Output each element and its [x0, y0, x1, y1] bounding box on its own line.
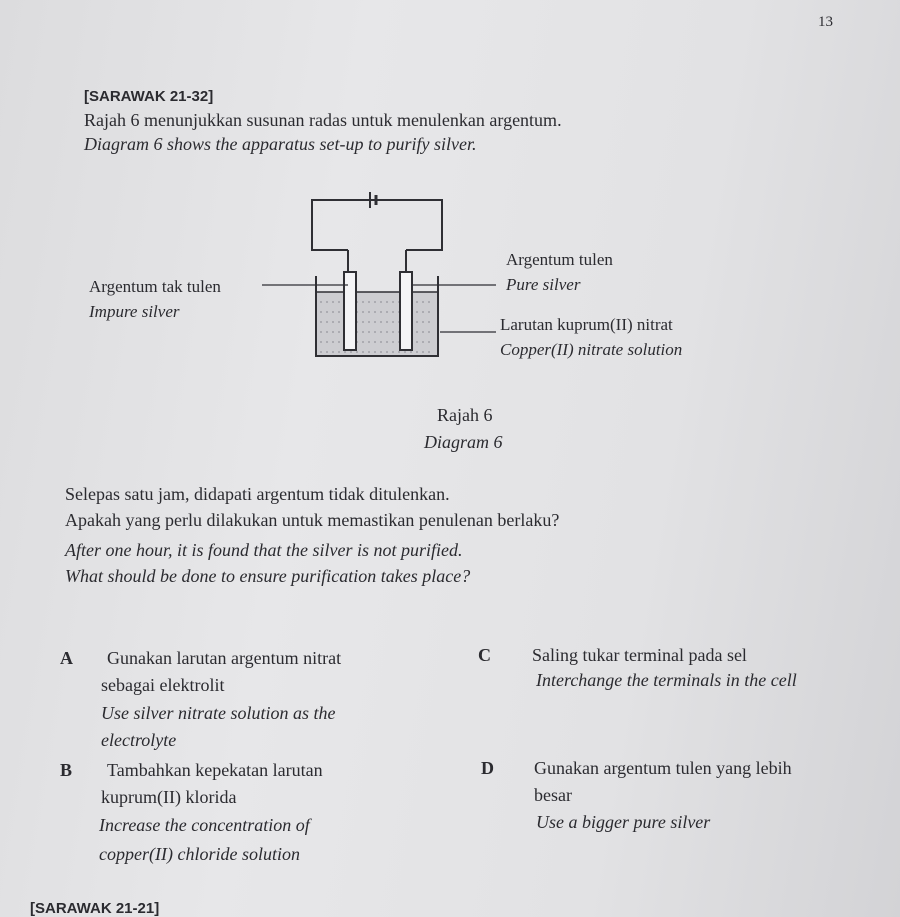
option-b-english-line2[interactable]: copper(II) chloride solution [99, 844, 300, 864]
question-malay-line2: Apakah yang perlu dilakukan untuk memastikan penulenan berlaku? [65, 510, 560, 530]
option-b-malay-line1[interactable]: Tambahkan kepekatan larutan [107, 760, 323, 780]
diagram-caption-ms: Rajah 6 [437, 405, 493, 425]
section-header: [SARAWAK 21-32] [84, 88, 214, 105]
option-b-english-line1[interactable]: Increase the concentration of [99, 815, 310, 835]
option-a-malay-line1[interactable]: Gunakan larutan argentum nitrat [107, 648, 342, 668]
option-d-letter[interactable]: D [481, 758, 494, 778]
option-c-malay-line1[interactable]: Saling tukar terminal pada sel [532, 645, 747, 665]
option-a-letter[interactable]: A [60, 648, 73, 668]
option-a-malay-line2[interactable]: sebagai elektrolit [101, 675, 225, 695]
option-c-english-line1[interactable]: Interchange the terminals in the cell [536, 670, 797, 690]
label-pure-silver-en: Pure silver [506, 275, 581, 294]
label-solution-ms: Larutan kuprum(II) nitrat [500, 315, 673, 334]
question-malay-line1: Selepas satu jam, didapati argentum tidak ditulenkan. [65, 484, 450, 504]
option-d-malay-line2[interactable]: besar [534, 785, 572, 805]
circuit-wire [312, 200, 442, 250]
diagram-caption-en: Diagram 6 [424, 432, 503, 452]
option-c-letter[interactable]: C [478, 645, 491, 665]
footer-section-header: [SARAWAK 21-21] [30, 900, 160, 917]
option-b-letter[interactable]: B [60, 760, 73, 780]
label-leader-lines [262, 270, 502, 340]
option-b-malay-line2[interactable]: kuprum(II) klorida [101, 787, 237, 807]
option-d-malay-line1[interactable]: Gunakan argentum tulen yang lebih [534, 758, 792, 778]
option-a-english-line2[interactable]: electrolyte [101, 730, 177, 750]
option-a-english-line1[interactable]: Use silver nitrate solution as the [101, 703, 336, 723]
label-pure-silver-ms: Argentum tulen [506, 250, 613, 269]
label-solution-en: Copper(II) nitrate solution [500, 340, 683, 359]
label-impure-silver-en: Impure silver [89, 302, 180, 321]
question-english-line2: What should be done to ensure purification takes place? [65, 566, 471, 586]
label-impure-silver-ms: Argentum tak tulen [89, 277, 221, 296]
option-d-english-line1[interactable]: Use a bigger pure silver [536, 812, 711, 832]
page-number: 13 [818, 14, 833, 30]
intro-english: Diagram 6 shows the apparatus set-up to purify silver. [84, 134, 477, 154]
intro-malay: Rajah 6 menunjukkan susunan radas untuk menulenkan argentum. [84, 110, 562, 130]
question-english-line1: After one hour, it is found that the silver is not purified. [65, 540, 463, 560]
